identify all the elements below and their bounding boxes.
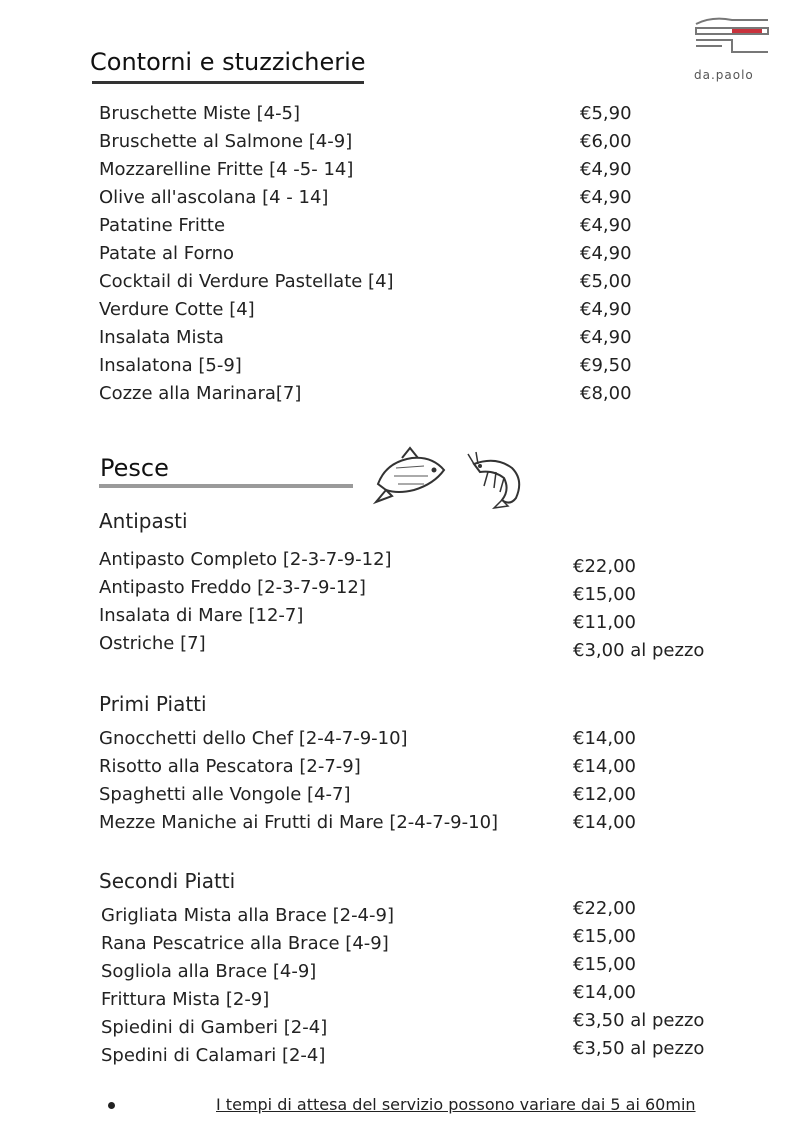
menu-item-price: €5,90	[580, 103, 632, 124]
menu-item-price: €4,90	[580, 159, 632, 180]
subsection-title-primi: Primi Piatti	[99, 692, 207, 716]
menu-item-price: €15,00	[573, 954, 636, 975]
menu-item	[99, 240, 659, 268]
menu-item	[99, 781, 739, 809]
menu-item-name: Patate al Forno	[99, 243, 234, 264]
menu-item-name: Bruschette Miste [4-5]	[99, 103, 301, 124]
menu-item-name: Cocktail di Verdure Pastellate [4]	[99, 271, 394, 292]
menu-item-price: €3,50 al pezzo	[573, 1010, 705, 1031]
menu-item-name: Insalata di Mare [12-7]	[99, 605, 304, 626]
menu-item-name: Bruschette al Salmone [4-9]	[99, 131, 353, 152]
menu-item-price: €15,00	[573, 926, 636, 947]
menu-item-price: €3,50 al pezzo	[573, 1038, 705, 1059]
section-title-contorni: Contorni e stuzzicherie	[90, 48, 366, 76]
menu-item-price: €12,00	[573, 784, 636, 805]
primi-list	[99, 725, 739, 837]
menu-item-price: €3,00 al pezzo	[573, 640, 705, 661]
menu-item-name: Spiedini di Gamberi [2-4]	[101, 1017, 328, 1038]
menu-item-price: €14,00	[573, 982, 636, 1003]
menu-item-name: Ostriche [7]	[99, 633, 206, 654]
menu-item-name: Antipasto Completo [2-3-7-9-12]	[99, 549, 392, 570]
menu-item-price: €9,50	[580, 355, 632, 376]
menu-item-price: €6,00	[580, 131, 632, 152]
menu-item-name: Olive all'ascolana [4 - 14]	[99, 187, 329, 208]
menu-item	[99, 753, 739, 781]
menu-item-name: Patatine Fritte	[99, 215, 226, 236]
menu-item-price: €8,00	[580, 383, 632, 404]
menu-item	[99, 184, 659, 212]
menu-item-name: Spedini di Calamari [2-4]	[101, 1045, 326, 1066]
section-divider	[99, 484, 353, 488]
menu-item	[99, 100, 659, 128]
menu-item-price: €11,00	[573, 612, 636, 633]
menu-item	[99, 352, 659, 380]
menu-item-name: Mozzarelline Fritte [4 -5- 14]	[99, 159, 354, 180]
menu-item	[99, 324, 659, 352]
menu-item	[101, 926, 741, 958]
menu-item-price: €4,90	[580, 187, 632, 208]
menu-item	[99, 296, 659, 324]
menu-item-price: €22,00	[573, 556, 636, 577]
menu-item-name: Risotto alla Pescatora [2-7-9]	[99, 756, 361, 777]
menu-item-price: €4,90	[580, 327, 632, 348]
menu-item	[101, 898, 741, 930]
brand-logo	[692, 14, 772, 84]
menu-item	[99, 546, 739, 577]
menu-item-name: Gnocchetti dello Chef [2-4-7-9-10]	[99, 728, 408, 749]
section-title-pesce: Pesce	[100, 454, 169, 482]
menu-item	[99, 725, 739, 753]
menu-item	[99, 212, 659, 240]
menu-item	[101, 954, 741, 986]
menu-item-price: €14,00	[573, 728, 636, 749]
footer-note: I tempi di attesa del servizio possono variare dai 5 ai 60min	[216, 1095, 696, 1114]
menu-item	[99, 809, 739, 837]
menu-item-name: Cozze alla Marinara[7]	[99, 383, 302, 404]
menu-item	[99, 602, 739, 633]
menu-item-name: Insalata Mista	[99, 327, 224, 348]
menu-item	[99, 156, 659, 184]
menu-item-price: €14,00	[573, 756, 636, 777]
menu-item	[99, 574, 739, 605]
menu-item-name: Sogliola alla Brace [4-9]	[101, 961, 317, 982]
fish-icon	[372, 444, 454, 508]
menu-item-name: Mezze Maniche ai Frutti di Mare [2-4-7-9-10]	[99, 812, 499, 833]
subsection-title-antipasti: Antipasti	[99, 509, 188, 533]
menu-item-name: Insalatona [5-9]	[99, 355, 242, 376]
menu-item-name: Grigliata Mista alla Brace [2-4-9]	[101, 905, 394, 926]
menu-item	[99, 380, 659, 408]
logo-text: da.paolo	[694, 68, 754, 82]
menu-item	[99, 128, 659, 156]
shrimp-icon	[466, 450, 530, 514]
menu-item	[99, 630, 739, 661]
section-divider	[92, 81, 364, 84]
logo-mark-icon	[692, 14, 772, 62]
menu-item	[101, 1038, 741, 1070]
menu-item-name: Verdure Cotte [4]	[99, 299, 255, 320]
contorni-list	[99, 100, 659, 408]
menu-item-name: Antipasto Freddo [2-3-7-9-12]	[99, 577, 366, 598]
menu-item-price: €4,90	[580, 243, 632, 264]
menu-item-price: €15,00	[573, 584, 636, 605]
menu-item-price: €4,90	[580, 299, 632, 320]
menu-item-price: €5,00	[580, 271, 632, 292]
menu-item-name: Rana Pescatrice alla Brace [4-9]	[101, 933, 389, 954]
menu-item-name: Spaghetti alle Vongole [4-7]	[99, 784, 351, 805]
footer-bullet	[108, 1102, 115, 1109]
menu-item	[99, 268, 659, 296]
menu-item-name: Frittura Mista [2-9]	[101, 989, 270, 1010]
secondi-list	[101, 898, 741, 1070]
menu-item-price: €22,00	[573, 898, 636, 919]
subsection-title-secondi: Secondi Piatti	[99, 869, 236, 893]
menu-item-price: €4,90	[580, 215, 632, 236]
antipasti-list	[99, 546, 739, 661]
menu-item-price: €14,00	[573, 812, 636, 833]
